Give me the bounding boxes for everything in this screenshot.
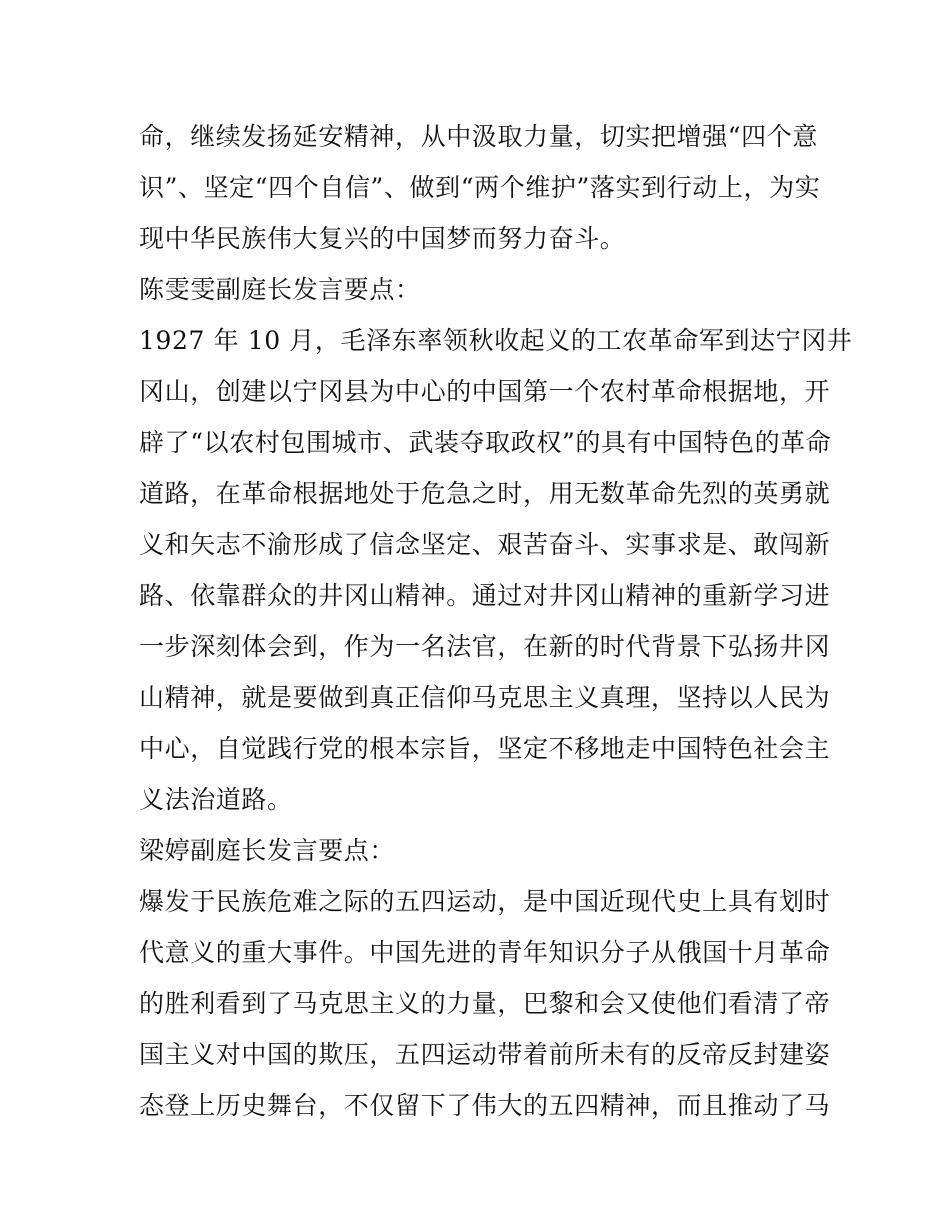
text-line: 识”、坚定“四个自信”、做到“两个维护”落实到行动上，为实	[139, 173, 821, 202]
document-body	[139, 111, 853, 1131]
text-line: 辟了“以农村包围城市、武装夺取政权”的具有中国特色的革命	[139, 428, 832, 457]
text-line: 的胜利看到了马克思主义的力量，巴黎和会又使他们看清了帝	[139, 989, 831, 1018]
text-line: 代意义的重大事件。中国先进的青年知识分子从俄国十月革命	[139, 938, 831, 967]
text-line: 路、依靠群众的井冈山精神。通过对井冈山精神的重新学习进	[139, 581, 831, 610]
text-line: 态登上历史舞台，不仅留下了伟大的五四精神，而且推动了马	[139, 1091, 831, 1120]
text-line: 爆发于民族危难之际的五四运动，是中国近现代史上具有划时	[139, 887, 831, 916]
text-line: 山精神，就是要做到真正信仰马克思主义真理，坚持以人民为	[139, 683, 831, 712]
text-line: 义法治道路。	[139, 785, 293, 814]
text-line: 国主义对中国的欺压，五四运动带着前所未有的反帝反封建姿	[139, 1040, 831, 1069]
text-line: 命，继续发扬延安精神，从中汲取力量，切实把增强“四个意	[139, 122, 818, 151]
speaker-heading: 梁婷副庭长发言要点：	[139, 836, 396, 865]
text-line: 现中华民族伟大复兴的中国梦而努力奋斗。	[139, 224, 626, 253]
text-line: 义和矢志不渝形成了信念坚定、艰苦奋斗、实事求是、敢闯新	[139, 530, 831, 559]
text-line: 道路，在革命根据地处于危急之时，用无数革命先烈的英勇就	[139, 479, 831, 508]
speaker-heading: 陈雯雯副庭长发言要点：	[139, 275, 421, 304]
text-line: 冈山，创建以宁冈县为中心的中国第一个农村革命根据地，开	[139, 377, 831, 406]
text-line: 一步深刻体会到，作为一名法官，在新的时代背景下弘扬井冈	[139, 632, 831, 661]
text-line: 1927 年 10 月，毛泽东率领秋收起义的工农革命军到达宁冈井	[139, 326, 853, 355]
text-line: 中心，自觉践行党的根本宗旨，坚定不移地走中国特色社会主	[139, 734, 831, 763]
